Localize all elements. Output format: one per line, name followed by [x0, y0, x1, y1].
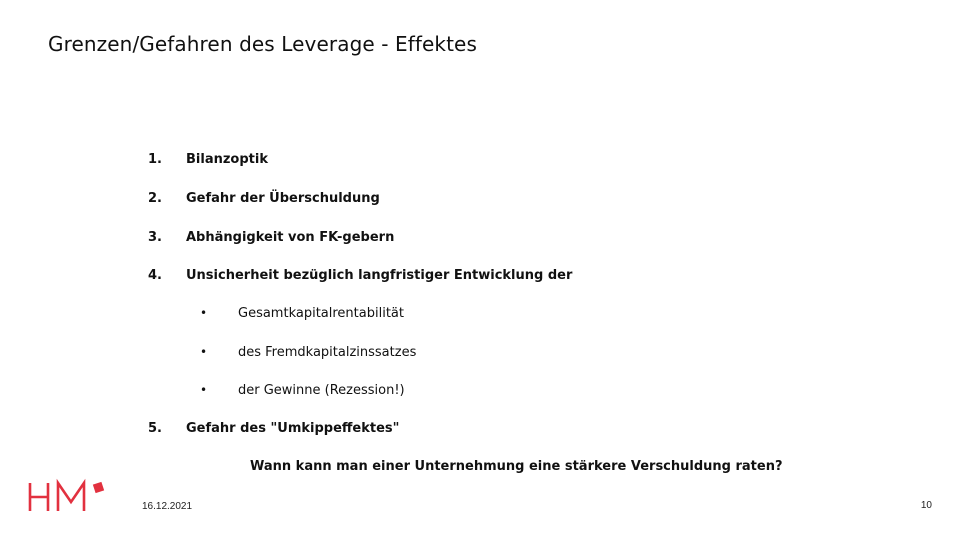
list-item-text: Abhängigkeit von FK-gebern	[186, 230, 395, 245]
hm-logo	[28, 478, 112, 514]
slide-title: Grenzen/Gefahren des Leverage - Effektes	[48, 32, 477, 56]
list-item-number: 3.	[148, 230, 162, 245]
sub-list-item-text: Gesamtkapitalrentabilität	[238, 306, 404, 321]
list-item-text: Bilanzoptik	[186, 152, 268, 167]
footer-date: 16.12.2021	[142, 501, 193, 512]
page-number: 10	[920, 500, 932, 511]
question-text: Wann kann man einer Unternehmung eine stärkere Verschuldung raten?	[250, 459, 783, 474]
sub-list-item-text: des Fremdkapitalzinssatzes	[238, 345, 417, 360]
list-item-number: 2.	[148, 191, 162, 206]
bullet-icon: •	[200, 383, 208, 397]
list-item-number: 5.	[148, 421, 162, 436]
list-item-number: 1.	[148, 152, 162, 167]
list-item-text: Gefahr des "Umkippeffektes"	[186, 421, 400, 436]
list-item-text: Gefahr der Überschuldung	[186, 191, 380, 206]
list-item-number: 4.	[148, 268, 162, 283]
sub-list-item-text: der Gewinne (Rezession!)	[238, 383, 405, 398]
bullet-icon: •	[200, 306, 208, 320]
list-item-text: Unsicherheit bezüglich langfristiger Entwicklung der	[186, 268, 573, 283]
bullet-icon: •	[200, 345, 208, 359]
